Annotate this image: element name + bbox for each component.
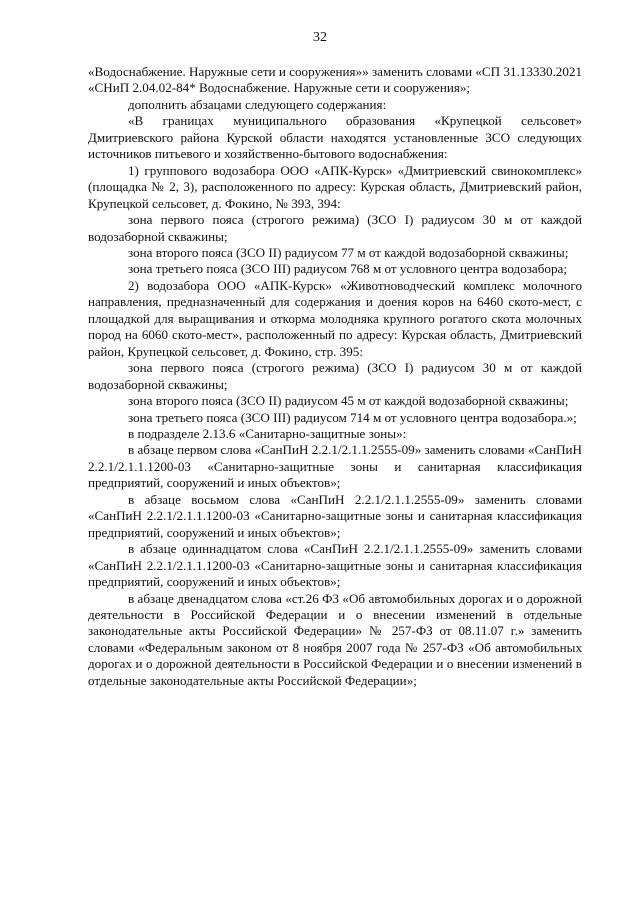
- paragraph: зона второго пояса (ЗСО II) радиусом 77 м от каждой водозаборной скважины;: [128, 244, 569, 260]
- paragraph: зона третьего пояса (ЗСО III) радиусом 714 м от условного центра водозабора.»;: [128, 409, 577, 425]
- paragraph: зона второго пояса (ЗСО II) радиусом 45 м от каждой водозаборной скважины;: [128, 393, 569, 409]
- paragraph: в абзаце восьмом слова «СанПиН 2.2.1/2.1.1.2555-09» заменить словами «СанПиН 2.2.1/2.1.1.1200-03 «Санитарно-защитные зоны и санитарная классификация предприятий, сооружений и иных объектов»;: [88, 491, 582, 540]
- paragraph: «Водоснабжение. Наружные сети и сооружения»» заменить словами «СП 31.13330.2021 «СНиП 2.04.02-84* Водоснабжение. Наружные сети и сооружения»;: [88, 64, 582, 96]
- paragraph: зона первого пояса (строгого режима) (ЗСО I) радиусом 30 м от каждой водозаборной скважины;: [88, 360, 582, 392]
- paragraph: в подразделе 2.13.6 «Санитарно-защитные зоны»:: [128, 425, 407, 441]
- paragraph: зона третьего пояса (ЗСО III) радиусом 768 м от условного центра водозабора;: [128, 261, 567, 277]
- document-body: [88, 64, 582, 689]
- page-number: 32: [313, 30, 327, 45]
- paragraph: 1) группового водозабора ООО «АПК-Курск» «Дмитриевский свинокомплекс» (площадка № 2, 3), расположенного по адресу: Курская область, Дмитриевский район, Крупецкой сельсовет, д. Фокино, № 393, 394:: [88, 162, 582, 211]
- paragraph: в абзаце одиннадцатом слова «СанПиН 2.2.1/2.1.1.2555-09» заменить словами «СанПиН 2.2.1/2.1.1.1200-03 «Санитарно-защитные зоны и санитарная классификация предприятий, сооружений и иных объектов»;: [88, 541, 582, 590]
- paragraph: в абзаце двенадцатом слова «ст.26 ФЗ «Об автомобильных дорогах и о дорожной деятельности в Российской Федерации и о внесении изменений в отдельные законодательные акты Российской Федерации» № 257-ФЗ от 08.11.07 г.» заменить словами «Федеральным законом от 8 ноября 2007 года № 257-ФЗ «Об автомобильных дорогах и о дорожной деятельности в Российской Федерации и о внесении изменений в отдельные законодательные акты Российской Федерации»;: [88, 590, 582, 688]
- paragraph: 2) водозабора ООО «АПК-Курск» «Животноводческий комплекс молочного направления, предназначенный для содержания и доения коров на 6460 ското-мест, с площадкой для выращивания и откорма молодняка крупного рогатого скота молочных пород на 6060 ското-мест», расположенный по адресу: Курская область, Дмитриевский район, Крупецкой сельсовет, д. Фокино, стр. 395:: [88, 277, 582, 359]
- paragraph: зона первого пояса (строгого режима) (ЗСО I) радиусом 30 м от каждой водозаборной скважины;: [88, 212, 582, 244]
- paragraph: в абзаце первом слова «СанПиН 2.2.1/2.1.1.2555-09» заменить словами «СанПиН 2.2.1/2.1.1.1200-03 «Санитарно-защитные зоны и санитарная классификация предприятий, сооружений и иных объектов»;: [88, 442, 582, 491]
- paragraph: «В границах муниципального образования «Крупецкой сельсовет» Дмитриевского района Курской области находятся установленные ЗСО следующих источников питьевого и хозяйственно-бытового водоснабжения:: [88, 113, 582, 162]
- paragraph: дополнить абзацами следующего содержания:: [128, 96, 387, 112]
